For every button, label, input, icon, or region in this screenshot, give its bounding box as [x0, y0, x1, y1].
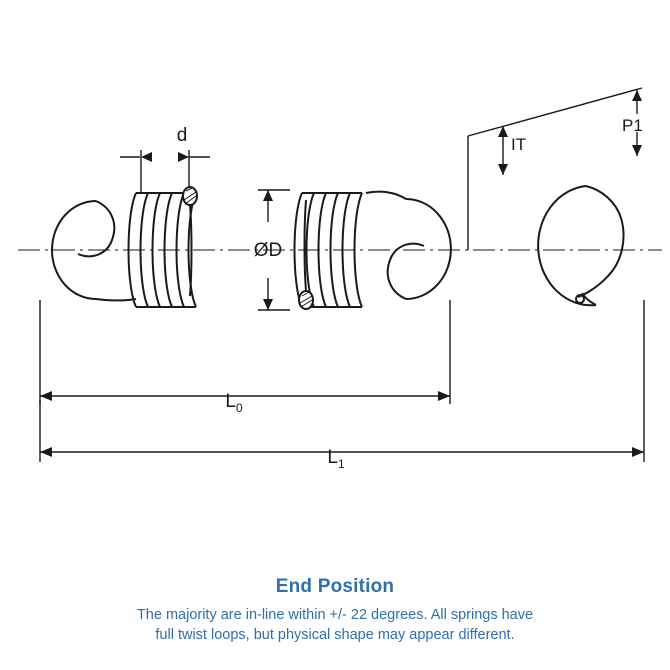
caption-title: End Position	[275, 576, 395, 597]
left-coil-body	[129, 187, 198, 307]
caption-block	[0, 576, 670, 645]
caption-line-2: full twist loops, but physical shape may appear different.	[155, 626, 515, 643]
extended-length-dimension	[40, 300, 644, 462]
label-initial-tension: IT	[511, 135, 527, 154]
label-pitch: P1	[622, 116, 643, 135]
right-coil-body	[295, 193, 363, 309]
label-wire-diameter: d	[176, 125, 188, 146]
free-length-dimension	[40, 300, 450, 404]
wire-diameter-dimension	[120, 150, 210, 193]
label-extended-length-main: L	[327, 447, 338, 468]
label-free-length-main: L	[225, 391, 236, 412]
label-extended-length-sub: 1	[337, 457, 345, 471]
caption-line-1: The majority are in-line within +/- 22 degrees. All springs have	[136, 607, 534, 623]
label-free-length	[225, 391, 243, 415]
end-position-ring	[538, 186, 623, 305]
left-hook	[52, 201, 136, 301]
label-extended-length	[327, 447, 345, 471]
label-outer-diameter: ØD	[253, 240, 283, 261]
right-hook	[366, 192, 451, 299]
initial-tension-dimension	[468, 88, 642, 250]
label-free-length-sub: 0	[235, 401, 243, 415]
